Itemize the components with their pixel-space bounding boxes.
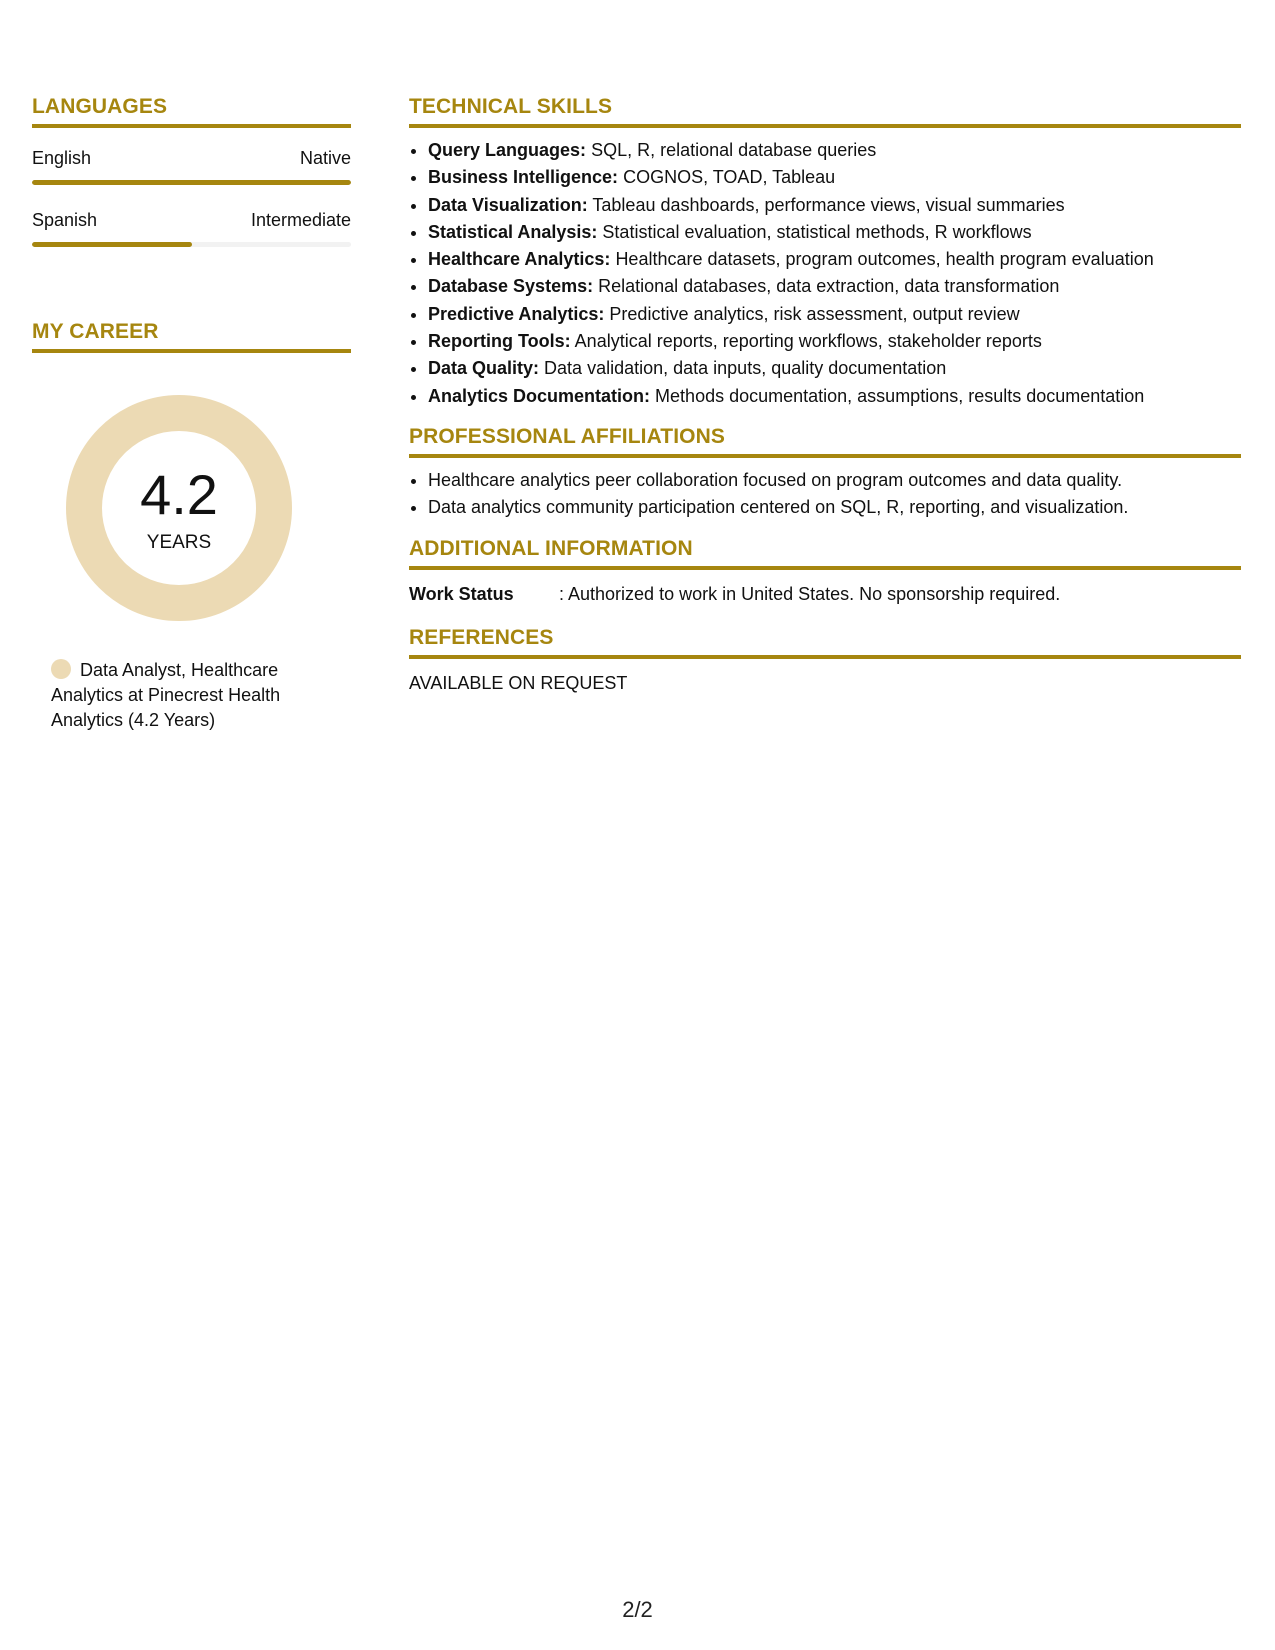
additional-info-heading: ADDITIONAL INFORMATION <box>409 536 1241 570</box>
skill-label: Database Systems: <box>428 276 594 297</box>
skill-label: Business Intelligence: <box>428 167 619 188</box>
skill-text: SQL, R, relational database queries <box>591 140 877 160</box>
references-section <box>409 625 1241 694</box>
skill-text: Healthcare datasets, program outcomes, health program evaluation <box>615 249 1154 270</box>
language-name: Spanish <box>32 210 98 230</box>
language-item <box>32 209 351 247</box>
language-name: English <box>32 148 92 168</box>
references-heading: REFERENCES <box>409 625 1241 659</box>
skill-text: Relational databases, data extraction, data transformation <box>598 276 1060 297</box>
skill-label: Statistical Analysis: <box>428 221 598 242</box>
list-item <box>428 192 1241 219</box>
skill-text: COGNOS, TOAD, Tableau <box>623 167 836 188</box>
career-heading: MY CAREER <box>32 319 351 353</box>
language-item <box>32 147 351 185</box>
career-section <box>32 319 351 733</box>
language-level: Native <box>299 148 351 168</box>
language-proficiency-fill <box>32 180 351 185</box>
skill-label: Data Quality: <box>428 358 540 379</box>
language-proficiency-bar <box>32 180 351 185</box>
skill-text: Tableau dashboards, performance views, visual summaries <box>592 194 1065 215</box>
skill-text: Statistical evaluation, statistical methods, R workflows <box>602 221 1032 242</box>
list-item <box>428 164 1241 191</box>
skill-label: Analytics Documentation: <box>428 385 651 406</box>
technical-skills-heading: TECHNICAL SKILLS <box>409 94 1241 128</box>
list-item <box>428 383 1241 410</box>
languages-section <box>32 94 351 247</box>
skill-text: Methods documentation, assumptions, results documentation <box>655 385 1145 406</box>
language-level: Intermediate <box>250 210 351 230</box>
skill-label: Reporting Tools: <box>428 331 571 352</box>
list-item <box>428 246 1241 273</box>
career-legend-label: Data Analyst, Healthcare Analytics at Pinecrest Health Analytics (4.2 Years) <box>51 660 281 730</box>
work-status-row <box>409 583 1241 605</box>
career-donut-chart <box>66 395 292 621</box>
list-item <box>428 219 1241 246</box>
skill-label: Predictive Analytics: <box>428 303 605 324</box>
career-legend <box>51 658 311 733</box>
skill-text: Data validation, data inputs, quality documentation <box>544 358 947 379</box>
right-column <box>409 94 1241 694</box>
affiliations-heading: PROFESSIONAL AFFILIATIONS <box>409 424 1241 458</box>
affiliations-list <box>409 467 1241 522</box>
legend-dot-icon <box>51 659 71 679</box>
page-number: 2/2 <box>622 1597 653 1622</box>
skill-label: Query Languages: <box>428 140 587 160</box>
language-row <box>32 147 351 169</box>
left-column <box>32 94 351 733</box>
list-item <box>428 301 1241 328</box>
work-status-label: Work Status <box>409 583 514 604</box>
skill-text: Predictive analytics, risk assessment, output review <box>609 303 1020 324</box>
references-text: AVAILABLE ON REQUEST <box>409 672 628 693</box>
list-item <box>428 273 1241 300</box>
list-item <box>428 355 1241 382</box>
skill-label: Healthcare Analytics: <box>428 249 611 270</box>
list-item: • Data analytics community participation centered on SQL, R, reporting, and visualization. <box>428 494 1241 521</box>
list-item <box>428 328 1241 355</box>
languages-heading: LANGUAGES <box>32 94 351 128</box>
technical-skills-section <box>409 94 1241 410</box>
list-item <box>428 137 1241 164</box>
work-status-value: : Authorized to work in United States. No sponsorship required. <box>559 583 1061 604</box>
list-item: • Healthcare analytics peer collaboration focused on program outcomes and data quality. <box>428 467 1241 494</box>
affiliations-section <box>409 424 1241 522</box>
language-proficiency-fill <box>32 242 192 247</box>
skill-label: Data Visualization: <box>428 194 588 215</box>
language-row <box>32 209 351 231</box>
career-total-value: 4.2 <box>140 463 218 526</box>
technical-skills-list <box>409 137 1241 410</box>
language-proficiency-bar <box>32 242 351 247</box>
additional-info-section <box>409 536 1241 605</box>
skill-text: Analytical reports, reporting workflows, stakeholder reports <box>574 331 1042 352</box>
career-total-unit: YEARS <box>146 532 212 553</box>
